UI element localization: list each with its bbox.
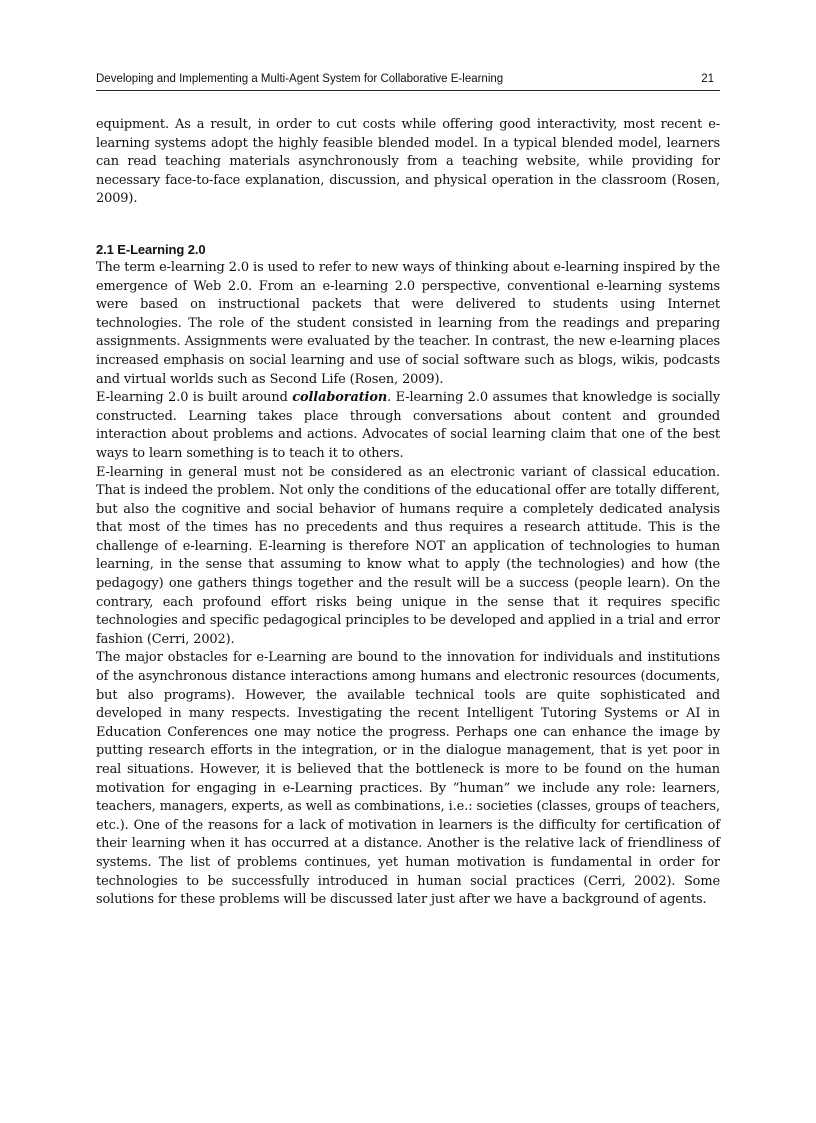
running-header xyxy=(96,70,720,91)
paragraph-3: E-learning in general must not be considered as an electronic variant of classical education. That is indeed the problem. Not only the conditions of the educational offer are totally different, but also the cognitive and social behavior of humans require a completely dedicated analysis that most of the times has no precedents and thus requires a research attitude. This is the challenge of e-learning. E-learning is therefore NOT an application of technologies to human learning, in the sense that assuming to know what to apply (the technologies) and how (the pedagogy) one gathers things together and the result will be a success (people learn). On the contrary, each profound effort risks being unique in the sense that it requires specific technologies and specific pedagogical principles to be developed and applied in a trial and error fashion (Cerri, 2002). xyxy=(96,464,720,647)
body-text xyxy=(96,116,720,910)
paragraph-2 xyxy=(96,389,720,463)
paragraph-2-rest: . E-learning 2.0 assumes that knowledge is socially constructed. Learning takes place through conversations about content and grounded interaction about problems and actions. Advocates of social learning claim that one of the best ways to learn something is to teach it to others. xyxy=(96,390,721,461)
running-title: Developing and Implementing a Multi-Agent System for Collaborative E-learning xyxy=(96,73,504,85)
paragraph-2-start: E-learning 2.0 is built around xyxy=(96,390,293,406)
emphasized-term: collaboration xyxy=(292,390,388,406)
paragraph-4: The major obstacles for e-Learning are bound to the innovation for individuals and institutions of the asynchronous distance interactions among humans and electronic resources (documents, but also programs). However, the available technical tools are quite sophisticated and developed in many respects. Investigating the recent Intelligent Tutoring Systems or AI in Education Conferences one may notice the progress. Perhaps one can enhance the image by putting research efforts in the integration, or in the dialogue management, that is yet poor in real situations. However, it is believed that the bottleneck is more to be found on the human motivation for engaging in e-Learning practices. By ”human” we include any role: learners, teachers, managers, experts, as well as combinations, i.e.: societies (classes, groups of teachers, etc.). One of the reasons for a lack of motivation in learners is the difficulty for certification of their learning when it has occurred at a distance. Another is the relative lack of friendliness of systems. The list of problems continues, yet human motivation is fundamental in order for technologies to be successfully introduced in human social practices (Cerri, 2002). Some solutions for these problems will be discussed later just after we have a background of agents. xyxy=(96,650,720,908)
page-number: 21 xyxy=(701,73,714,85)
section-heading: 2.1 E-Learning 2.0 xyxy=(96,241,206,257)
intro-paragraph: equipment. As a result, in order to cut costs while offering good interactivity, most recent e-learning systems adopt the highly feasible blended model. In a typical blended model, learners can read teaching materials asynchronously from a teaching website, while providing for necessary face-to-face explanation, discussion, and physical operation in the classroom (Rosen, 2009). xyxy=(96,117,720,207)
paragraph-1: The term e-learning 2.0 is used to refer to new ways of thinking about e-learning inspired by the emergence of Web 2.0. From an e-learning 2.0 perspective, conventional e-learning systems were based on instructional packets that were delivered to students using Internet technologies. The role of the student consisted in learning from the readings and preparing assignments. Assignments were evaluated by the teacher. In contrast, the new e-learning places increased emphasis on social learning and use of social software such as blogs, wikis, podcasts and virtual worlds such as Second Life (Rosen, 2009). xyxy=(96,259,720,387)
